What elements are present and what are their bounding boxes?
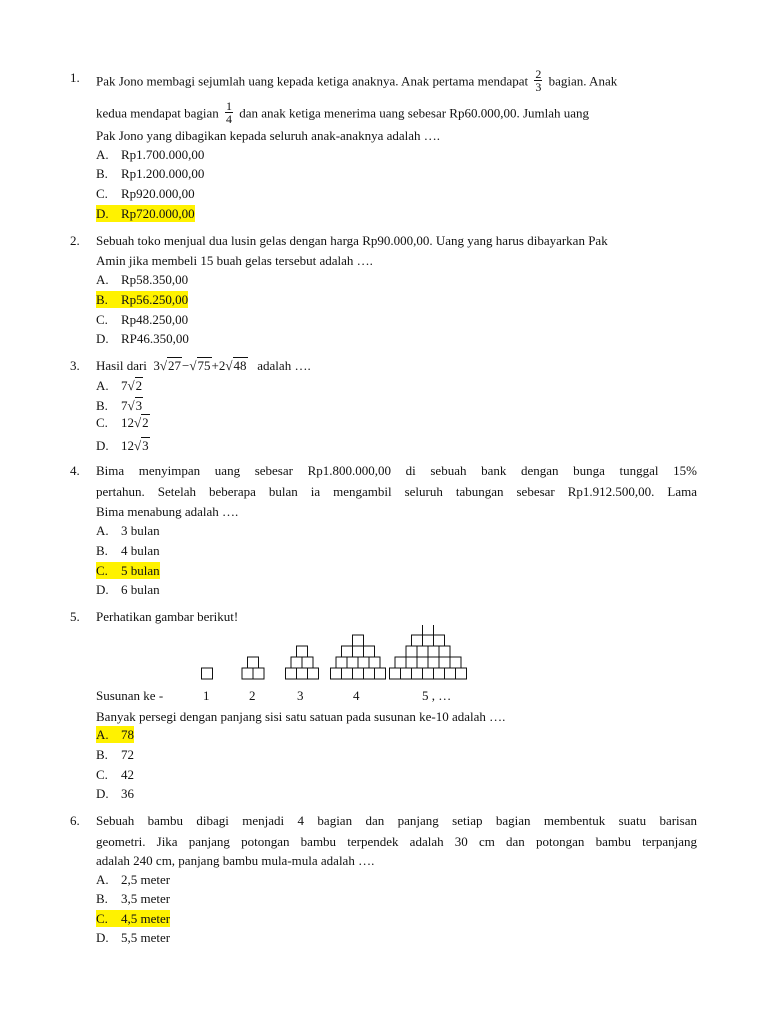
unit-square — [439, 646, 450, 657]
question-text-line: geometri. Jika panjang potongan bambu terpendek adalah 30 cm dan potongan bambu terpanjang — [96, 834, 697, 849]
unit-square — [342, 668, 353, 679]
question-text-line: Pak Jono membagi sejumlah uang kepada ketiga anaknya. Anak pertama mendapat $\frac{2}{3}$ bagian. Anak — [96, 67, 618, 94]
unit-square — [364, 668, 375, 679]
unit-square — [353, 646, 364, 657]
math-expression: 3√27−√75+2√48 — [153, 358, 247, 373]
arrangement-number-4: 4 — [353, 688, 360, 703]
unit-square — [353, 668, 364, 679]
option-b[interactable]: B. 7√3 — [96, 398, 143, 413]
fraction-one-quarter: $\frac{1}{4}$ — [225, 99, 232, 126]
option-a[interactable]: A. 2,5 meter — [96, 872, 171, 887]
square-arrangement-figure — [0, 625, 768, 705]
arrangement-number-5: 5 , … — [422, 688, 452, 703]
option-b[interactable]: B. 72 — [96, 747, 134, 762]
unit-square — [406, 646, 417, 657]
option-a[interactable]: A. Rp1.700.000,00 — [96, 147, 205, 162]
option-a[interactable]: A. 7√2 — [96, 378, 143, 393]
unit-square — [423, 625, 434, 635]
arrangement-number-2: 2 — [249, 688, 256, 703]
option-a[interactable]: A. Rp58.350,00 — [96, 272, 189, 287]
question-text-line: kedua mendapat bagian $\frac{1}{4}$ dan anak ketiga menerima uang sebesar Rp60.000,00. Jumlah uang — [96, 99, 590, 126]
unit-square — [242, 668, 253, 679]
question-number: 2. — [70, 233, 80, 248]
unit-square — [369, 657, 380, 668]
option-a[interactable]: A. 3 bulan — [96, 523, 160, 538]
question-number: 6. — [70, 813, 80, 828]
arrangement-number-1: 1 — [203, 688, 210, 703]
option-d[interactable]: D. 6 bulan — [96, 582, 160, 597]
question-number: 4. — [70, 463, 80, 478]
question-number: 3. — [70, 358, 80, 373]
arrangement-label: Susunan ke - — [96, 688, 164, 703]
question-text-line: Pak Jono yang dibagikan kepada seluruh anak-anaknya adalah …. — [96, 128, 441, 143]
unit-square — [423, 668, 434, 679]
unit-square — [342, 646, 353, 657]
unit-square — [336, 657, 347, 668]
unit-square — [308, 668, 319, 679]
unit-square — [358, 657, 369, 668]
option-d-answer[interactable]: D. Rp720.000,00 — [96, 206, 195, 221]
option-c-answer[interactable]: C. 4,5 meter — [96, 911, 171, 926]
question-text-line: Sebuah bambu dibagi menjadi 4 bagian dan panjang setiap bagian membentuk suatu barisan — [96, 813, 697, 828]
question-number: 5. — [70, 609, 80, 624]
unit-square — [434, 635, 445, 646]
option-b-answer[interactable]: B. Rp56.250,00 — [96, 292, 189, 307]
option-c[interactable]: C. 42 — [96, 767, 134, 782]
question-text-line: adalah 240 cm, panjang bambu mula-mula adalah …. — [96, 853, 375, 868]
unit-square — [297, 668, 308, 679]
question-number: 1. — [70, 70, 80, 85]
unit-square — [428, 657, 439, 668]
unit-square — [353, 635, 364, 646]
unit-square — [286, 668, 297, 679]
option-d[interactable]: D. 36 — [96, 786, 134, 801]
unit-square — [390, 668, 401, 679]
question-text-line: Bima menabung adalah …. — [96, 504, 239, 519]
question-text-line: Banyak persegi dengan panjang sisi satu satuan pada susunan ke-10 adalah …. — [96, 709, 506, 724]
unit-square — [417, 646, 428, 657]
option-b[interactable]: B. Rp1.200.000,00 — [96, 166, 205, 181]
option-d[interactable]: D. 12√3 — [96, 438, 149, 453]
option-c-answer[interactable]: C. 5 bulan — [96, 563, 160, 578]
question-text-line: Amin jika membeli 15 buah gelas tersebut adalah …. — [96, 253, 373, 268]
unit-square — [417, 657, 428, 668]
question-text-line: Perhatikan gambar berikut! — [96, 609, 239, 624]
unit-square — [297, 646, 308, 657]
unit-square — [456, 668, 467, 679]
option-b[interactable]: B. 3,5 meter — [96, 891, 171, 906]
option-d[interactable]: D. RP46.350,00 — [96, 331, 189, 346]
unit-square — [248, 657, 259, 668]
unit-square — [331, 668, 342, 679]
unit-square — [395, 657, 406, 668]
unit-square — [253, 668, 264, 679]
option-d[interactable]: D. 5,5 meter — [96, 930, 171, 945]
fraction-two-thirds: $\frac{2}{3}$ — [535, 67, 542, 94]
unit-square — [291, 657, 302, 668]
option-b[interactable]: B. 4 bulan — [96, 543, 160, 558]
unit-square — [434, 668, 445, 679]
question-text-line: pertahun. Setelah beberapa bulan ia mengambil seluruh tabungan sebesar Rp1.912.500,00. Lama — [96, 484, 697, 499]
unit-square — [439, 657, 450, 668]
unit-square — [412, 635, 423, 646]
unit-square — [202, 668, 213, 679]
unit-square — [347, 657, 358, 668]
unit-square — [364, 646, 375, 657]
option-c[interactable]: C. 12√2 — [96, 415, 149, 430]
option-c[interactable]: C. Rp920.000,00 — [96, 186, 195, 201]
arrangement-number-3: 3 — [297, 688, 304, 703]
unit-square — [445, 668, 456, 679]
unit-square — [450, 657, 461, 668]
unit-square — [401, 668, 412, 679]
unit-square — [406, 657, 417, 668]
unit-square — [302, 657, 313, 668]
option-c[interactable]: C. Rp48.250,00 — [96, 312, 189, 327]
unit-square — [375, 668, 386, 679]
option-a-answer[interactable]: A. 78 — [96, 727, 134, 742]
question-text-line: Sebuah toko menjual dua lusin gelas dengan harga Rp90.000,00. Uang yang harus dibayarkan Pak — [96, 233, 608, 248]
question-text-line: Bima menyimpan uang sebesar Rp1.800.000,00 di sebuah bank dengan bunga tunggal 15% — [96, 463, 697, 478]
unit-square — [423, 635, 434, 646]
unit-square — [428, 646, 439, 657]
question-text-line: Hasil dari 3√27−√75+2√48 adalah …. — [96, 358, 311, 373]
unit-square — [412, 668, 423, 679]
